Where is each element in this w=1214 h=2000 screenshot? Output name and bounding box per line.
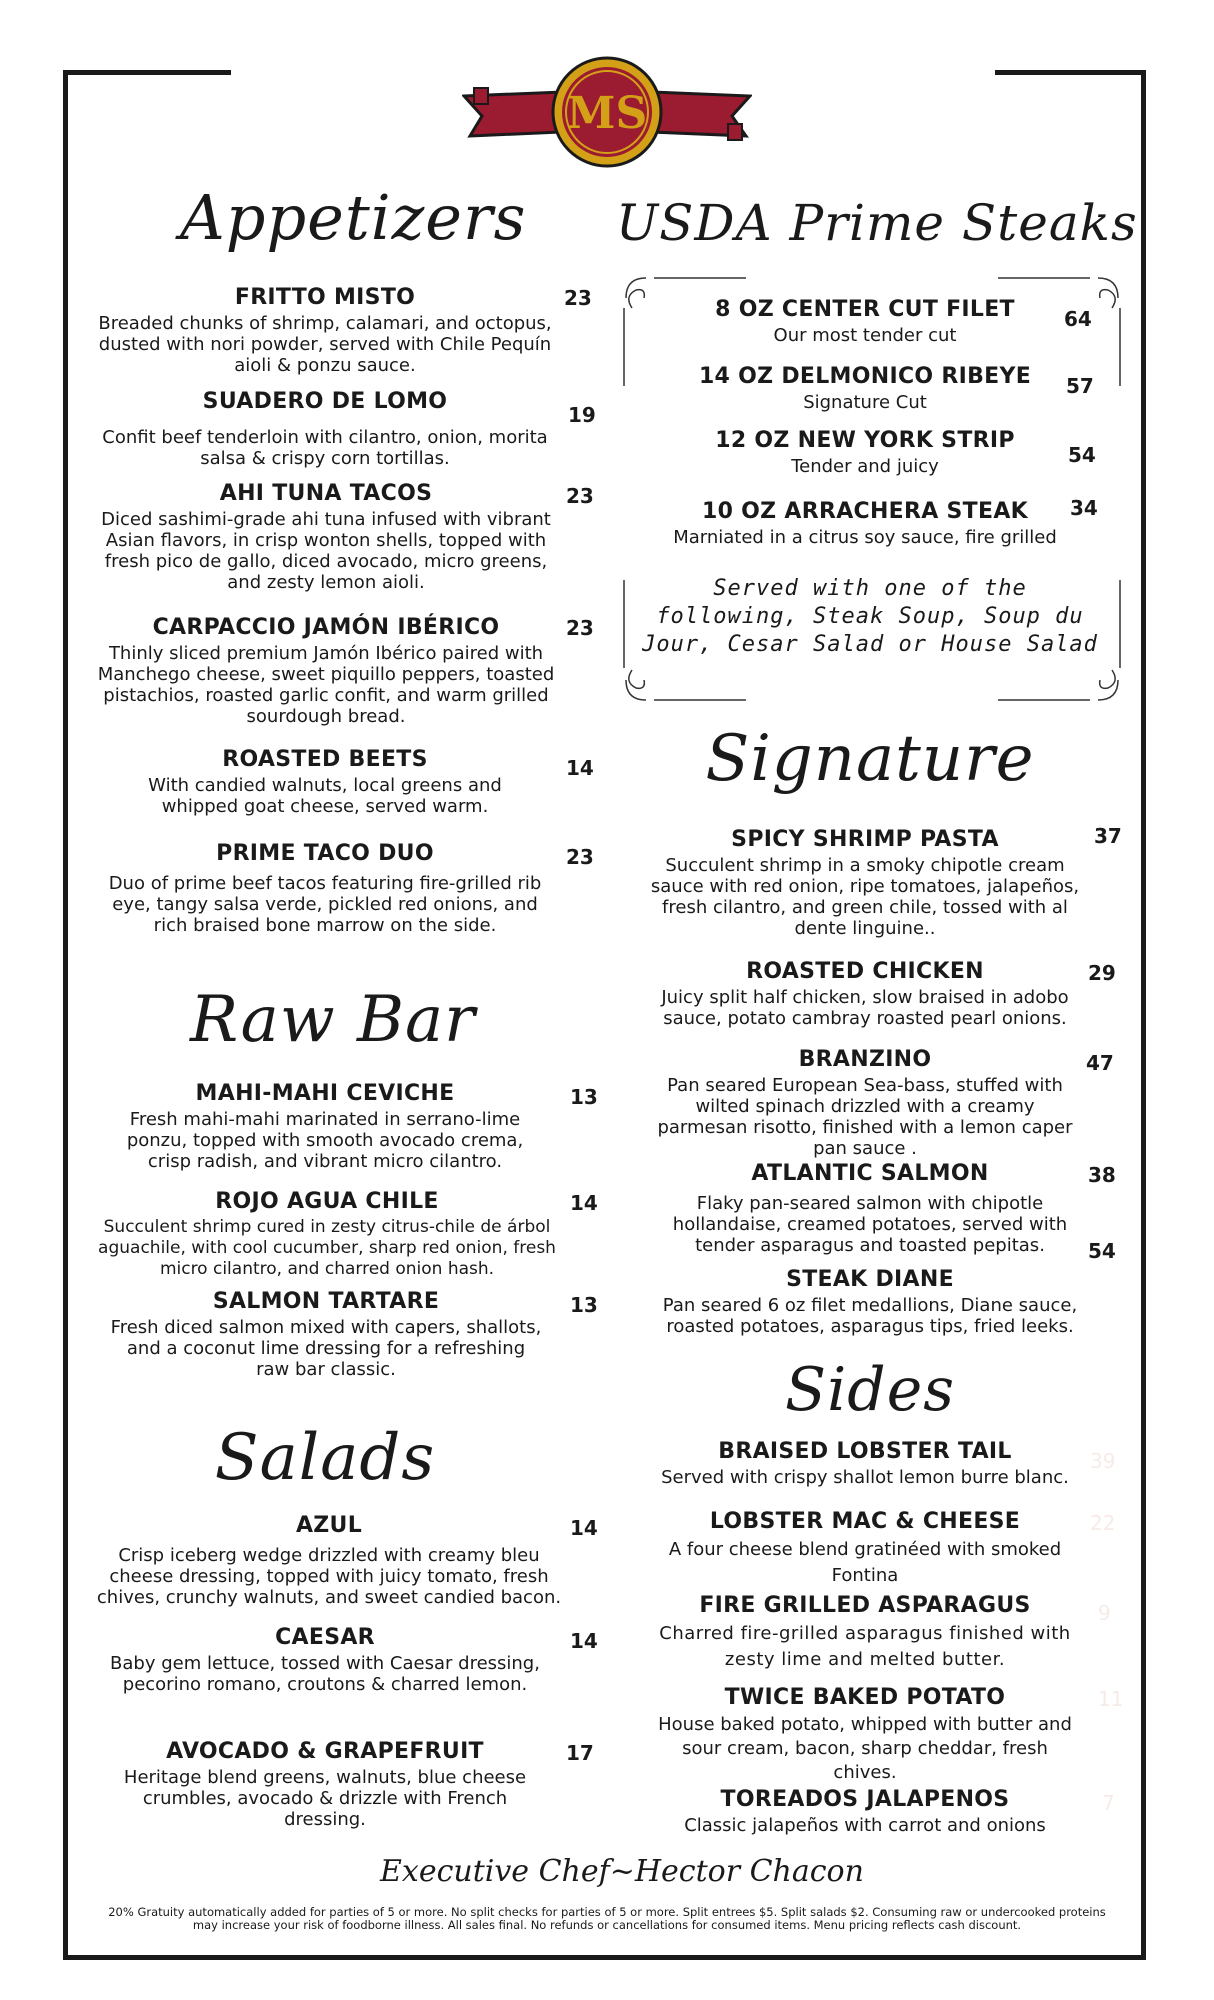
- item-name: TWICE BAKED POTATO: [724, 1685, 1006, 1710]
- menu-item: [660, 498, 1070, 548]
- menu-item: [640, 826, 1090, 939]
- item-price: 23: [566, 616, 594, 640]
- item-desc: Signature Cut: [803, 392, 927, 413]
- item-price: 64: [1064, 307, 1092, 331]
- item-name: BRANZINO: [798, 1047, 932, 1072]
- item-name: ROASTED CHICKEN: [746, 959, 984, 984]
- item-desc: Confit beef tenderloin with cilantro, onion, morita salsa & crispy corn tortillas.: [102, 427, 548, 469]
- item-desc: Baby gem lettuce, tossed with Caesar dressing, pecorino romano, croutons & charred lemon.: [110, 1653, 540, 1695]
- item-desc: Duo of prime beef tacos featuring fire-grilled rib eye, tangy salsa verde, pickled red onions, and rich braised bone marrow on the side.: [108, 873, 542, 936]
- menu-item: [660, 958, 1070, 1029]
- item-desc: Heritage blend greens, walnuts, blue cheese crumbles, avocado & drizzle with French dressing.: [123, 1767, 527, 1830]
- item-price: 9: [1098, 1601, 1111, 1625]
- logo-monogram: MS: [566, 88, 648, 139]
- item-desc: Classic jalapeños with carrot and onions: [684, 1815, 1046, 1836]
- item-desc: Our most tender cut: [773, 325, 957, 346]
- item-name: AVOCADO & GRAPEFRUIT: [166, 1739, 484, 1764]
- steaks-note: Served with one of the following, Steak Soup, Soup du Jour, Cesar Salad or House Salad: [642, 576, 1098, 657]
- menu-item: [650, 1684, 1080, 1785]
- menu-item: [660, 363, 1070, 413]
- item-price: 14: [570, 1629, 598, 1653]
- item-price: 22: [1090, 1511, 1116, 1535]
- item-name: FIRE GRILLED ASPARAGUS: [699, 1593, 1031, 1618]
- frame-top-right: [995, 70, 1146, 75]
- item-name: 10 OZ ARRACHERA STEAK: [702, 499, 1028, 524]
- menu-item: [660, 427, 1070, 477]
- item-name: MAHI-MAHI CEVICHE: [195, 1081, 455, 1106]
- menu-item: [90, 284, 560, 376]
- menu-item: [650, 1046, 1080, 1159]
- heading-signature: Signature: [705, 722, 1035, 796]
- frame-left: [63, 70, 68, 1960]
- menu-item: [650, 1592, 1080, 1673]
- item-desc: Charred fire-grilled asparagus finished with zesty lime and melted butter.: [659, 1623, 1071, 1670]
- item-price: 7: [1102, 1791, 1115, 1815]
- menu-item: [100, 840, 550, 936]
- item-name: CAESAR: [275, 1625, 375, 1650]
- item-name: SALMON TARTARE: [212, 1289, 440, 1314]
- item-name: PRIME TACO DUO: [216, 841, 434, 866]
- menu-item: [650, 1438, 1080, 1488]
- menu-item: [86, 480, 566, 593]
- item-desc: House baked potato, whipped with butter and sour cream, bacon, sharp cheddar, fresh chives.: [658, 1714, 1072, 1783]
- heading-appetizers: Appetizers: [180, 181, 527, 254]
- item-desc: Pan seared European Sea-bass, stuffed with wilted spinach drizzled with a creamy parmesan risotto, finished with a lemon caper pan sauce .: [657, 1075, 1073, 1159]
- item-name: FRITTO MISTO: [234, 285, 416, 310]
- item-desc: Succulent shrimp in a smoky chipotle cream sauce with red onion, ripe tomatoes, jalapeños, fresh cilantro, and green chile, tossed with al dente linguine..: [650, 855, 1080, 939]
- heading-sides: Sides: [785, 1355, 955, 1425]
- footer-disclaimer: 20% Gratuity automatically added for parties of 5 or more. No split checks for parties of 5 or more. Split entrees $5. Split salads $2. Consuming raw or undercooked proteins may increase your risk of foodborne illness. All sales final. No refunds or cancellations for consumed items. Menu pricing reflects cash discount.: [108, 1905, 1106, 1932]
- item-price: 47: [1086, 1051, 1114, 1075]
- item-price: 34: [1070, 496, 1098, 520]
- executive-chef-signature: Executive Chef~Hector Chacon: [380, 1854, 864, 1889]
- menu-item: [660, 1266, 1080, 1337]
- item-desc: Fresh mahi-mahi marinated in serrano-lime ponzu, topped with smooth avocado crema, crisp radish, and vibrant micro cilantro.: [126, 1109, 524, 1172]
- item-name: TOREADOS JALAPENOS: [720, 1787, 1010, 1812]
- menu-item: [110, 746, 540, 817]
- menu-item: [92, 1512, 566, 1608]
- item-name: ROASTED BEETS: [222, 747, 428, 772]
- item-price: 19: [568, 403, 596, 427]
- item-desc: A four cheese blend gratinéed with smoked Fontina: [668, 1539, 1062, 1586]
- item-price: 23: [564, 286, 592, 310]
- menu-item: [110, 1738, 540, 1830]
- item-price: 13: [570, 1293, 598, 1317]
- item-desc: Served with crispy shallot lemon burre blanc.: [661, 1467, 1069, 1488]
- item-desc: Thinly sliced premium Jamón Ibérico paired with Manchego cheese, sweet piquillo peppers, toasted pistachios, roasted garlic confit, and warm grilled sourdough bread.: [97, 643, 555, 727]
- item-price: 37: [1094, 824, 1122, 848]
- item-name: CARPACCIO JAMÓN IBÉRICO: [152, 615, 500, 640]
- item-desc: Crisp iceberg wedge drizzled with creamy bleu cheese dressing, topped with juicy tomato, fresh chives, crunchy walnuts, and sweet candied bacon.: [96, 1545, 562, 1608]
- item-desc: Flaky pan-seared salmon with chipotle hollandaise, creamed potatoes, served with tender asparagus and toasted pepitas.: [672, 1193, 1068, 1256]
- item-desc: Pan seared 6 oz filet medallions, Diane sauce, roasted potatoes, asparagus tips, fried leeks.: [662, 1295, 1078, 1337]
- menu-item: [100, 1624, 550, 1695]
- item-price: 17: [566, 1741, 594, 1765]
- item-name: 12 OZ NEW YORK STRIP: [715, 428, 1015, 453]
- item-price: 39: [1090, 1449, 1116, 1473]
- item-desc: Succulent shrimp cured in zesty citrus-chile de árbol aguachile, with cool cucumber, sharp red onion, fresh micro cilantro, and charred onion hash.: [98, 1217, 556, 1279]
- item-name: ROJO AGUA CHILE: [215, 1189, 439, 1214]
- item-name: 8 OZ CENTER CUT FILET: [715, 297, 1015, 322]
- menu-item: [110, 1080, 540, 1172]
- heading-steaks: USDA Prime Steaks: [616, 194, 1138, 252]
- item-name: BRAISED LOBSTER TAIL: [718, 1439, 1012, 1464]
- item-desc: Breaded chunks of shrimp, calamari, and octopus, dusted with nori powder, served with Chile Pequín aioli & ponzu sauce.: [98, 313, 552, 376]
- menu-item: [96, 614, 556, 727]
- frame-bottom: [63, 1955, 1146, 1960]
- menu-item: [110, 1288, 542, 1380]
- menu-item: [660, 296, 1070, 346]
- frame-top-left: [63, 70, 231, 75]
- menu-item: [660, 1508, 1070, 1589]
- item-desc: Juicy split half chicken, slow braised in adobo sauce, potato cambray roasted pearl onions.: [661, 987, 1069, 1029]
- item-price: 13: [570, 1085, 598, 1109]
- menu-item: [670, 1160, 1070, 1256]
- menu-item: [96, 1188, 558, 1280]
- frame-right: [1141, 70, 1146, 1960]
- item-name: SPICY SHRIMP PASTA: [731, 827, 999, 852]
- item-price: 54: [1068, 443, 1096, 467]
- item-desc: Fresh diced salmon mixed with capers, shallots, and a coconut lime dressing for a refreshing raw bar classic.: [110, 1317, 542, 1380]
- item-price: 29: [1088, 961, 1116, 985]
- item-price: 14: [566, 756, 594, 780]
- item-name: 14 OZ DELMONICO RIBEYE: [698, 364, 1032, 389]
- item-name: AZUL: [295, 1513, 363, 1538]
- item-price: 38: [1088, 1163, 1116, 1187]
- menu-item: [100, 388, 550, 469]
- item-price: 23: [566, 484, 594, 508]
- menu-item: [650, 1786, 1080, 1836]
- heading-salads: Salads: [214, 1421, 436, 1495]
- item-price: 11: [1098, 1687, 1124, 1711]
- item-name: AHI TUNA TACOS: [219, 481, 433, 506]
- item-price: 14: [570, 1191, 598, 1215]
- item-price: 54: [1088, 1239, 1116, 1263]
- item-price: 14: [570, 1516, 598, 1540]
- item-desc: With candied walnuts, local greens and whipped goat cheese, served warm.: [148, 775, 502, 817]
- item-desc: Diced sashimi-grade ahi tuna infused with vibrant Asian flavors, in crisp wonton shells, topped with fresh pico de gallo, diced avocado, micro greens, and zesty lemon aioli.: [101, 509, 551, 593]
- item-name: ATLANTIC SALMON: [751, 1161, 989, 1186]
- item-name: LOBSTER MAC & CHEESE: [709, 1509, 1021, 1534]
- item-name: STEAK DIANE: [786, 1267, 954, 1292]
- restaurant-logo: [462, 54, 752, 174]
- item-price: 57: [1066, 374, 1094, 398]
- item-price: 23: [566, 845, 594, 869]
- item-desc: Tender and juicy: [791, 456, 939, 477]
- item-name: SUADERO DE LOMO: [202, 389, 448, 414]
- item-desc: Marniated in a citrus soy sauce, fire grilled: [673, 527, 1057, 548]
- heading-raw-bar: Raw Bar: [190, 983, 476, 1057]
